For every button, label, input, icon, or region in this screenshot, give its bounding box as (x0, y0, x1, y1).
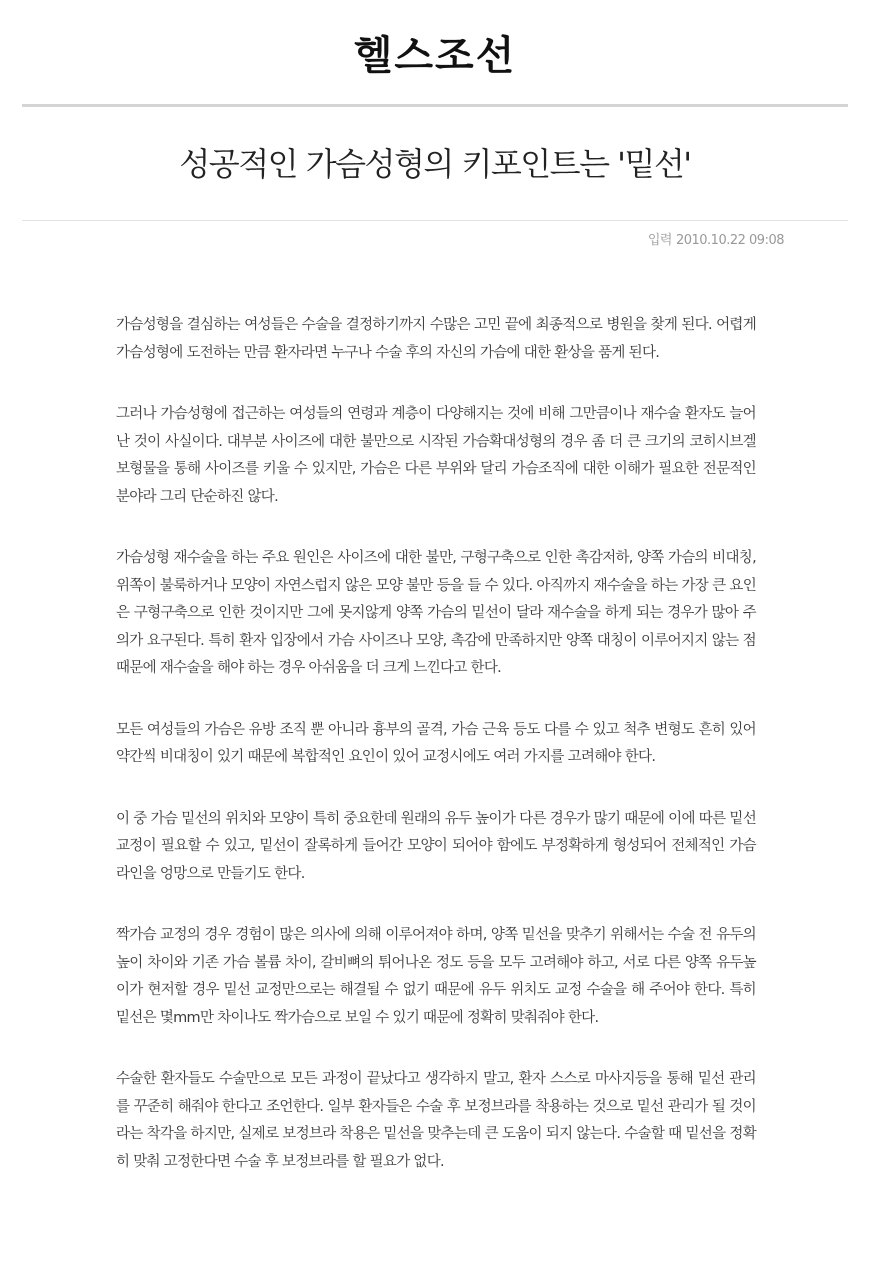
article-body (116, 312, 756, 1210)
date-label: 입력 (647, 233, 672, 248)
article-dateline (648, 231, 784, 251)
article-paragraph: 이 중 가슴 밑선의 위치와 모양이 특히 중요한데 원래의 유두 높이가 다른 경우가 많기 때문에 이에 따른 밑선 교정이 필요할 수 있고, 밑선이 잘록하게 들어간 모양이 되어야 함에도 부정확하게 형성되어 전체적인 가슴 라인을 엉망으로 만들기도 한다. (116, 810, 756, 882)
masthead-divider (22, 104, 848, 107)
article-paragraph: 짝가슴 교정의 경우 경험이 많은 의사에 의해 이루어져야 하며, 양쪽 밑선을 맞추기 위해서는 수술 전 유두의 높이 차이와 기존 가슴 볼륨 차이, 갈비뼈의 튀어나온 정도 등을 모두 고려해야 하고, 서로 다른 양쪽 유두높이가 현저할 경우 밑선 교정만으로는 해결될 수 없기 때문에 유두 위치도 교정 수술을 해 주어야 한다. 특히 밑선은 몇mm만 차이나도 짝가슴으로 보일 수 있기 때문에 정확히 맞춰줘야 한다. (116, 927, 756, 1026)
article-paragraph: 가슴성형 재수술을 하는 주요 원인은 사이즈에 대한 불만, 구형구축으로 인한 촉감저하, 양쪽 가슴의 비대칭, 위쪽이 불룩하거나 모양이 자연스럽지 않은 모양 불만 등을 들 수 있다. 아직까지 재수술을 하는 가장 큰 요인은 구형구축으로 인한 것이지만 그에 못지않게 양쪽 가슴의 밑선이 달라 재수술을 하게 되는 경우가 많아 주의가 요구된다. 특히 환자 입장에서 가슴 사이즈나 모양, 촉감에 만족하지만 양쪽 대칭이 이루어지지 않는 점 때문에 재수술을 해야 하는 경우 아쉬움을 더 크게 느낀다고 한다. (116, 550, 756, 676)
article-headline: 성공적인 가슴성형의 키포인트는 '밑선' (179, 145, 691, 183)
article-paragraph: 수술한 환자들도 수술만으로 모든 과정이 끝났다고 생각하지 말고, 환자 스스로 마사지등을 통해 밑선 관리를 꾸준히 해줘야 한다고 조언한다. 일부 환자들은 수술 후 보정브라를 착용하는 것으로 밑선 관리가 될 것이라는 착각을 하지만, 실제로 보정브라 착용은 밑선을 맞추는데 큰 도움이 되지 않는다. 수술할 때 밑선을 정확히 맞춰 고정한다면 수술 후 보정브라를 할 필요가 없다. (116, 1071, 756, 1170)
masthead (0, 30, 870, 82)
article-paragraph: 그러나 가슴성형에 접근하는 여성들의 연령과 계층이 다양해지는 것에 비해 그만큼이나 재수술 환자도 늘어난 것이 사실이다. 대부분 사이즈에 대한 불만으로 시작된 가슴확대성형의 경우 좀 더 큰 크기의 코히시브겔 보형물을 통해 사이즈를 키울 수 있지만, 가슴은 다른 부위와 달리 가슴조직에 대한 이해가 필요한 전문적인 분야라 그리 단순하진 않다. (116, 406, 756, 505)
site-logo[interactable]: 헬스조선 (353, 33, 517, 79)
date-value: 2010.10.22 09:08 (675, 233, 784, 248)
headline-divider (22, 220, 848, 221)
article-paragraph: 모든 여성들의 가슴은 유방 조직 뿐 아니라 흉부의 골격, 가슴 근육 등도 다를 수 있고 척추 변형도 흔히 있어 약간씩 비대칭이 있기 때문에 복합적인 요인이 있어 교정시에도 여러 가지를 고려해야 한다. (116, 721, 756, 765)
article-paragraph: 가슴성형을 결심하는 여성들은 수술을 결정하기까지 수많은 고민 끝에 최종적으로 병원을 찾게 된다. 어렵게 가슴성형에 도전하는 만큼 환자라면 누구나 수술 후의 자신의 가슴에 대한 환상을 품게 된다. (116, 317, 756, 361)
